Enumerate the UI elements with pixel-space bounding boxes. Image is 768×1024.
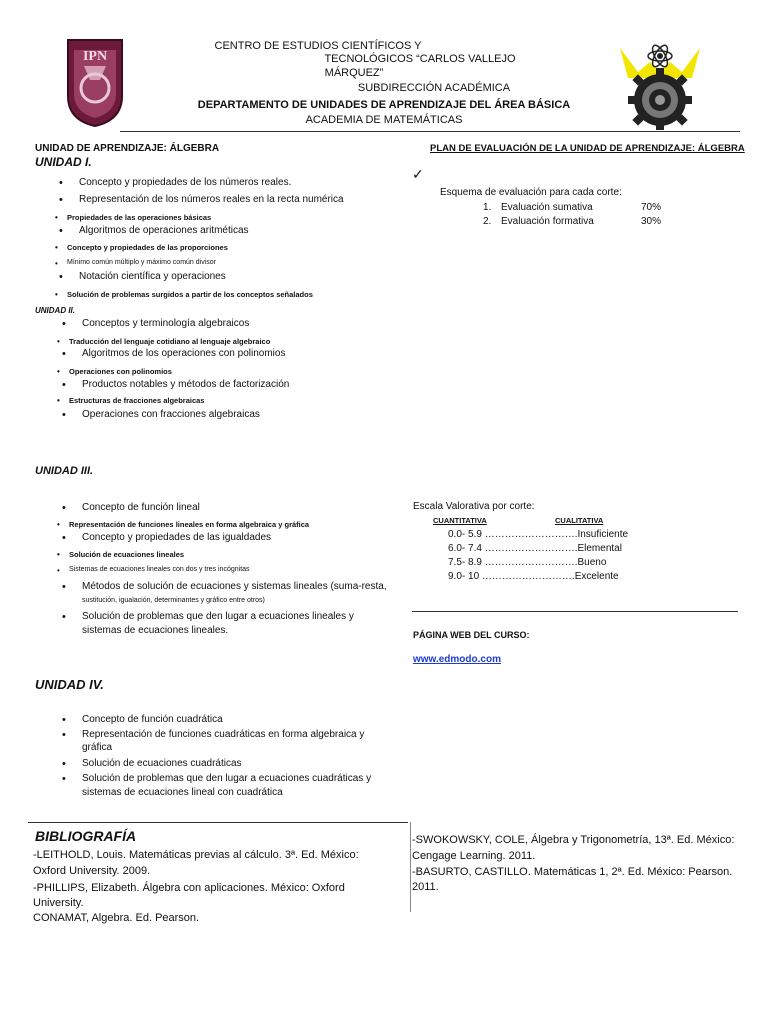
- biblio-left-line: -LEITHOLD, Louis. Matemáticas previas al cálculo. 3ª. Ed. México:: [33, 849, 359, 861]
- web-title: PÁGINA WEB DEL CURSO:: [413, 630, 530, 640]
- unidad-2-title: UNIDAD II.: [35, 306, 75, 315]
- list-item: • Solución de problemas surgidos a partir de los conceptos señalados: [67, 290, 313, 299]
- col-cualitativa: CUALITATIVA: [555, 516, 604, 525]
- list-item: • Representación de los números reales en la recta numérica: [79, 194, 344, 205]
- list-item: • Algoritmos de operaciones aritméticas: [79, 225, 249, 236]
- esquema-item-1-number: 1.: [483, 202, 492, 213]
- escala-row: 0.0- 5.9 ……………………….Insuficiente: [448, 529, 629, 540]
- list-item: • Solución de problemas que den lugar a ecuaciones cuadráticas y: [82, 773, 371, 784]
- escala-row: 6.0- 7.4 ……………………….Elemental: [448, 543, 622, 554]
- header-line-4: SUBDIRECCIÓN ACADÉMICA: [357, 82, 511, 94]
- plan-title: PLAN DE EVALUACIÓN DE LA UNIDAD DE APRENDIZAJE: ÁLGEBRA: [430, 143, 745, 154]
- esquema-item-2-label: Evaluación formativa: [501, 216, 594, 227]
- list-item: • Concepto de función lineal: [82, 502, 200, 513]
- esquema-item-1-label: Evaluación sumativa: [501, 202, 593, 213]
- list-item: • Conceptos y terminología algebraicos: [82, 318, 249, 329]
- biblio-left-line: Oxford University. 2009.: [33, 865, 151, 877]
- list-item: • Solución de problemas que den lugar a ecuaciones lineales y: [82, 611, 354, 622]
- list-item: • Métodos de solución de ecuaciones y sistemas lineales (suma-resta,: [82, 581, 387, 592]
- list-item: • Sistemas de ecuaciones lineales con dos y tres incógnitas: [69, 566, 250, 573]
- biblio-right-line: Cengage Learning. 2011.: [412, 850, 536, 862]
- header-divider: [120, 131, 740, 132]
- biblio-right-line: 2011.: [412, 881, 439, 893]
- list-item: • Representación de funciones lineales en forma algebraica y gráfica: [69, 520, 309, 529]
- list-item: • Solución de ecuaciones lineales: [69, 550, 184, 559]
- list-item: • Representación de funciones cuadráticas en forma algebraica y: [82, 729, 364, 740]
- biblio-left-line: University.: [33, 897, 84, 909]
- list-item: • Propiedades de las operaciones básicas: [67, 213, 211, 222]
- biblio-title: BIBLIOGRAFÍA: [35, 828, 137, 844]
- biblio-divider: [28, 822, 408, 823]
- list-item: • Concepto y propiedades de las igualdades: [82, 532, 271, 543]
- esquema-label: Esquema de evaluación para cada corte:: [440, 187, 622, 198]
- header-line-1: CENTRO DE ESTUDIOS CIENTÍFICOS Y: [214, 40, 422, 52]
- biblio-right-line: -BASURTO, CASTILLO. Matemáticas 1, 2ª. Ed. México: Pearson.: [412, 866, 733, 878]
- escala-row: 9.0- 10 ……………………….Excelente: [448, 571, 619, 582]
- col-cuantitativa: CUANTITATIVA: [433, 516, 487, 525]
- biblio-right-line: -SWOKOWSKY, COLE, Álgebra y Trigonometría, 13ª. Ed. México:: [412, 834, 735, 846]
- list-item: • Concepto de función cuadrática: [82, 714, 223, 725]
- list-item: • Operaciones con polinomios: [69, 367, 172, 376]
- escala-row: 7.5- 8.9 ……………………….Bueno: [448, 557, 607, 568]
- list-item: • Traducción del lenguaje cotidiano al lenguaje algebraico: [69, 337, 270, 346]
- header-line-3: MÁRQUEZ”: [324, 67, 384, 79]
- course-web-link[interactable]: www.edmodo.com: [413, 654, 501, 665]
- esquema-item-1-pct: 70%: [641, 202, 662, 213]
- biblio-left-line: -PHILLIPS, Elizabeth. Álgebra con aplicaciones. México: Oxford: [33, 882, 345, 894]
- biblio-divider-right: [410, 822, 411, 912]
- right-divider: [412, 611, 738, 612]
- unidad-aprendizaje-label: UNIDAD DE APRENDIZAJE: ÁLGEBRA: [35, 143, 220, 154]
- escala-title: Escala Valorativa por corte:: [413, 501, 535, 512]
- list-item: • Notación científica y operaciones: [79, 271, 226, 282]
- list-item-continuation: sistemas de ecuaciones lineal con cuadrática: [82, 787, 283, 798]
- list-item: • Algoritmos de los operaciones con polinomios: [82, 348, 285, 359]
- unidad-1-title: UNIDAD I.: [35, 155, 92, 169]
- list-item-continuation: gráfica: [82, 742, 113, 753]
- list-item: • Solución de ecuaciones cuadráticas: [82, 758, 242, 769]
- list-item: • Productos notables y métodos de factorización: [82, 379, 289, 390]
- biblio-left-line: CONAMAT, Algebra. Ed. Pearson.: [33, 912, 200, 924]
- checkmark-icon: ✓: [412, 166, 424, 182]
- list-item-continuation: sistemas de ecuaciones lineales.: [82, 625, 229, 636]
- list-item: • Concepto y propiedades de los números reales.: [79, 177, 291, 188]
- list-item: • Mínimo común múltiplo y máximo común divisor: [67, 259, 216, 266]
- list-item: • Estructuras de fracciones algebraicas: [69, 396, 204, 405]
- header-line-2: TECNOLÓGICOS “CARLOS VALLEJO: [324, 53, 516, 65]
- unidad-3-title: UNIDAD III.: [35, 465, 94, 477]
- esquema-item-2-pct: 30%: [641, 216, 662, 227]
- header-line-6: ACADEMIA DE MATEMÁTICAS: [305, 114, 463, 126]
- svg-text:IPN: IPN: [82, 49, 108, 64]
- esquema-item-2-number: 2.: [483, 216, 492, 227]
- header-line-5: DEPARTAMENTO DE UNIDADES DE APRENDIZAJE DEL ÁREA BÁSICA: [197, 99, 571, 111]
- list-item-continuation: sustitución, igualación, determinantes y gráfico entre otros): [82, 597, 265, 604]
- unidad-4-title: UNIDAD IV.: [35, 677, 104, 692]
- list-item: • Operaciones con fracciones algebraicas: [82, 409, 260, 420]
- list-item: • Concepto y propiedades de las proporciones: [67, 243, 228, 252]
